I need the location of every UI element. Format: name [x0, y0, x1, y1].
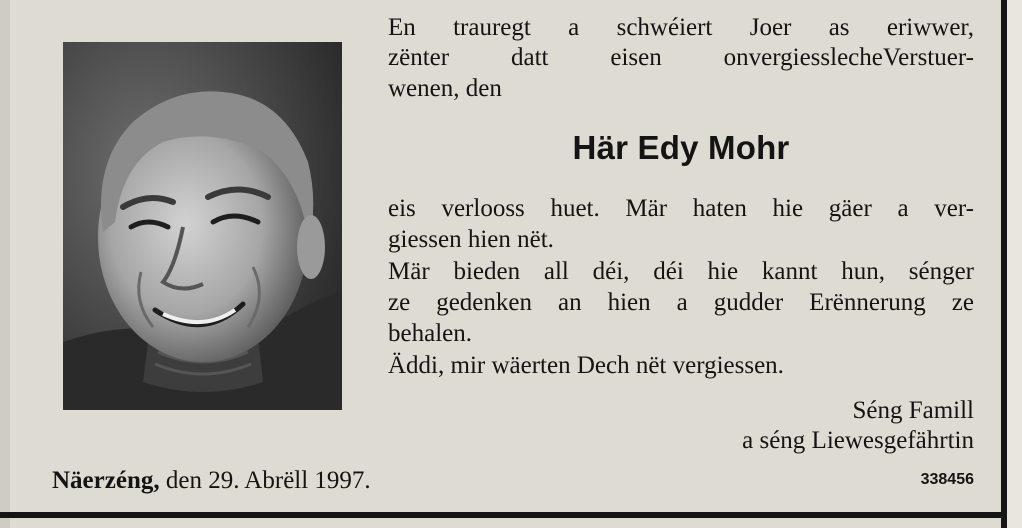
body-line-5: behalen.: [388, 320, 472, 347]
reference-number: 338456: [920, 471, 974, 488]
signature-line-1: Séng Famill: [852, 397, 974, 424]
place-date: [52, 466, 371, 496]
body-line-2: giessen hien nët.: [388, 226, 554, 253]
signature-line-2: a séng Liewesgefährtin: [742, 427, 974, 454]
body-line-1: eis verlooss huet. Mär haten hie gäer a ver-: [388, 195, 974, 222]
portrait-image: [63, 42, 342, 410]
portrait-photo: [63, 42, 342, 410]
date: den 29. Abrëll 1997.: [165, 467, 371, 494]
place: Näerzéng,: [52, 467, 160, 494]
body-line-3: Mär bieden all déi, déi hie kannt hun, sénger: [388, 258, 974, 285]
intro-line-2: zënter datt eisen onvergiesslecheVerstuer-: [388, 44, 974, 71]
intro-line-1: En trauregt a schwéiert Joer as eriwwer,: [388, 14, 974, 41]
intro-line-3: wenen, den: [388, 75, 502, 102]
body-line-4: ze gedenken an hien a gudder Erënnerung ze: [388, 289, 974, 316]
paper-edge-right: [1007, 0, 1022, 528]
deceased-name: Här Edy Mohr: [572, 129, 790, 166]
body-line-6: Äddi, mir wäerten Dech nët vergiessen.: [388, 352, 784, 379]
paper-edge: [0, 0, 10, 528]
frame-bottom: [0, 512, 1022, 518]
